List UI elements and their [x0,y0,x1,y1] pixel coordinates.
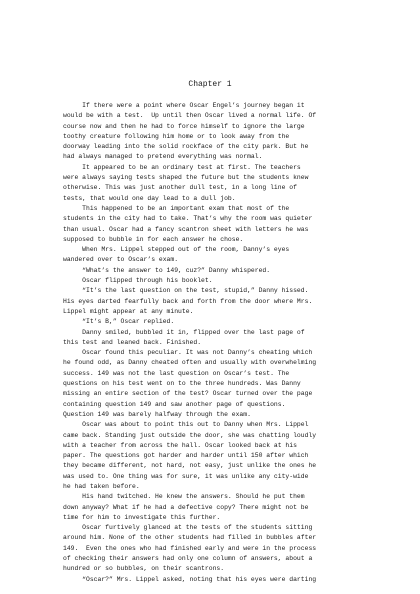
text-line: Oscar furtively glanced at the tests of the students sitting [63,524,313,532]
text-line: His hand twitched. He knew the answers. Should he put them [63,493,305,501]
text-line: of checking their answers had only one column of answers, about a [63,555,313,563]
text-line: Lippel might appear at any minute. [63,307,194,315]
text-line: course now and then he had to force himself to ignore the large [63,122,305,130]
text-line: Oscar was about to point this out to Danny when Mrs. Lippel [63,421,309,429]
text-line: students in the city had to take. That’s why the room was quieter [63,215,313,223]
text-line: was used to. One thing was for sure, it was unlike any city-wide [63,472,309,480]
text-line: tests, that would one day lead to a dull job. [63,194,236,202]
text-line: wandered over to Oscar’s exam. [63,256,179,264]
text-line: doorway leading into the solid rockface of the city park. But he [63,143,309,151]
text-line: containing question 149 and saw another page of questions. [63,400,286,408]
text-line: questions on his test went on to the three hundreds. Was Danny [63,380,301,388]
text-line: paper. The questions got harder and harder until 150 after which [63,452,309,460]
chapter-title: Chapter 1 [188,80,232,89]
text-line: than usual. Oscar had a fancy scantron sheet with letters he was [63,225,309,233]
text-line: this test and leaned back. Finished. [63,338,202,346]
text-line: His eyes darted fearfully back and forth from the door where Mrs. [63,297,313,305]
text-line: they became different, not hard, not easy, just unlike the ones he [63,462,317,470]
text-line: toothy creature following him home or to look away from the [63,132,290,140]
text-line: around him. None of the other students had filled in bubbles after [63,534,317,542]
text-line: would be with a test. Up until then Oscar lived a normal life. Of [63,112,317,120]
text-line: “It’s B,” Oscar replied. [63,318,175,326]
text-line: supposed to bubble in for each answer he chose. [63,235,244,243]
text-line: otherwise. This was just another dull test, in a long line of [63,184,297,192]
text-line: Question 149 was barely halfway through the exam. [63,410,251,418]
text-line: This happened to be an important exam that most of the [63,204,290,212]
text-line: he found odd, as Danny cheated often and usually with overwhelming [63,359,317,367]
text-line: If there were a point where Oscar Engel’s journey began it [63,102,305,109]
text-line: success. 149 was not the last question on Oscar’s test. The [63,369,290,377]
text-line: Oscar flipped through his booklet. [63,277,213,285]
text-line: Danny smiled, bubbled it in, flipped over the last page of [63,328,305,336]
text-line: “What’s the answer to 149, cuz?” Danny whispered. [63,266,271,274]
text-line: he had taken before. [63,482,140,490]
text-line: “Oscar?” Mrs. Lippel asked, noting that his eyes were darting [63,575,317,583]
text-line: Oscar found this peculiar. It was not Danny’s cheating which [63,349,313,357]
text-line: came back. Standing just outside the door, she was chatting loudly [63,431,317,439]
text-line: “It’s the last question on the test, stupid,” Danny hissed. [63,287,309,295]
text-line: had always managed to pretend everything was normal. [63,153,263,161]
chapter-body [63,101,363,585]
text-line: hundred or so bubbles, on their scantrons. [63,565,225,573]
text-line: time for him to investigate this further. [63,513,221,521]
text-line: were always saying tests shaped the future but the students knew [63,174,309,182]
text-line: with a teacher from across the hall. Oscar looked back at his [63,441,297,449]
text-line: missing an entire section of the test? Oscar turned over the page [63,390,313,398]
text-line: It appeared to be an ordinary test at first. The teachers [63,163,301,171]
text-line: 149. Even the ones who had finished early and were in the process [63,544,317,552]
text-line: down anyway? What if he had a defective copy? There might not be [63,503,309,511]
text-line: When Mrs. Lippel stepped out of the room, Danny’s eyes [63,246,290,254]
